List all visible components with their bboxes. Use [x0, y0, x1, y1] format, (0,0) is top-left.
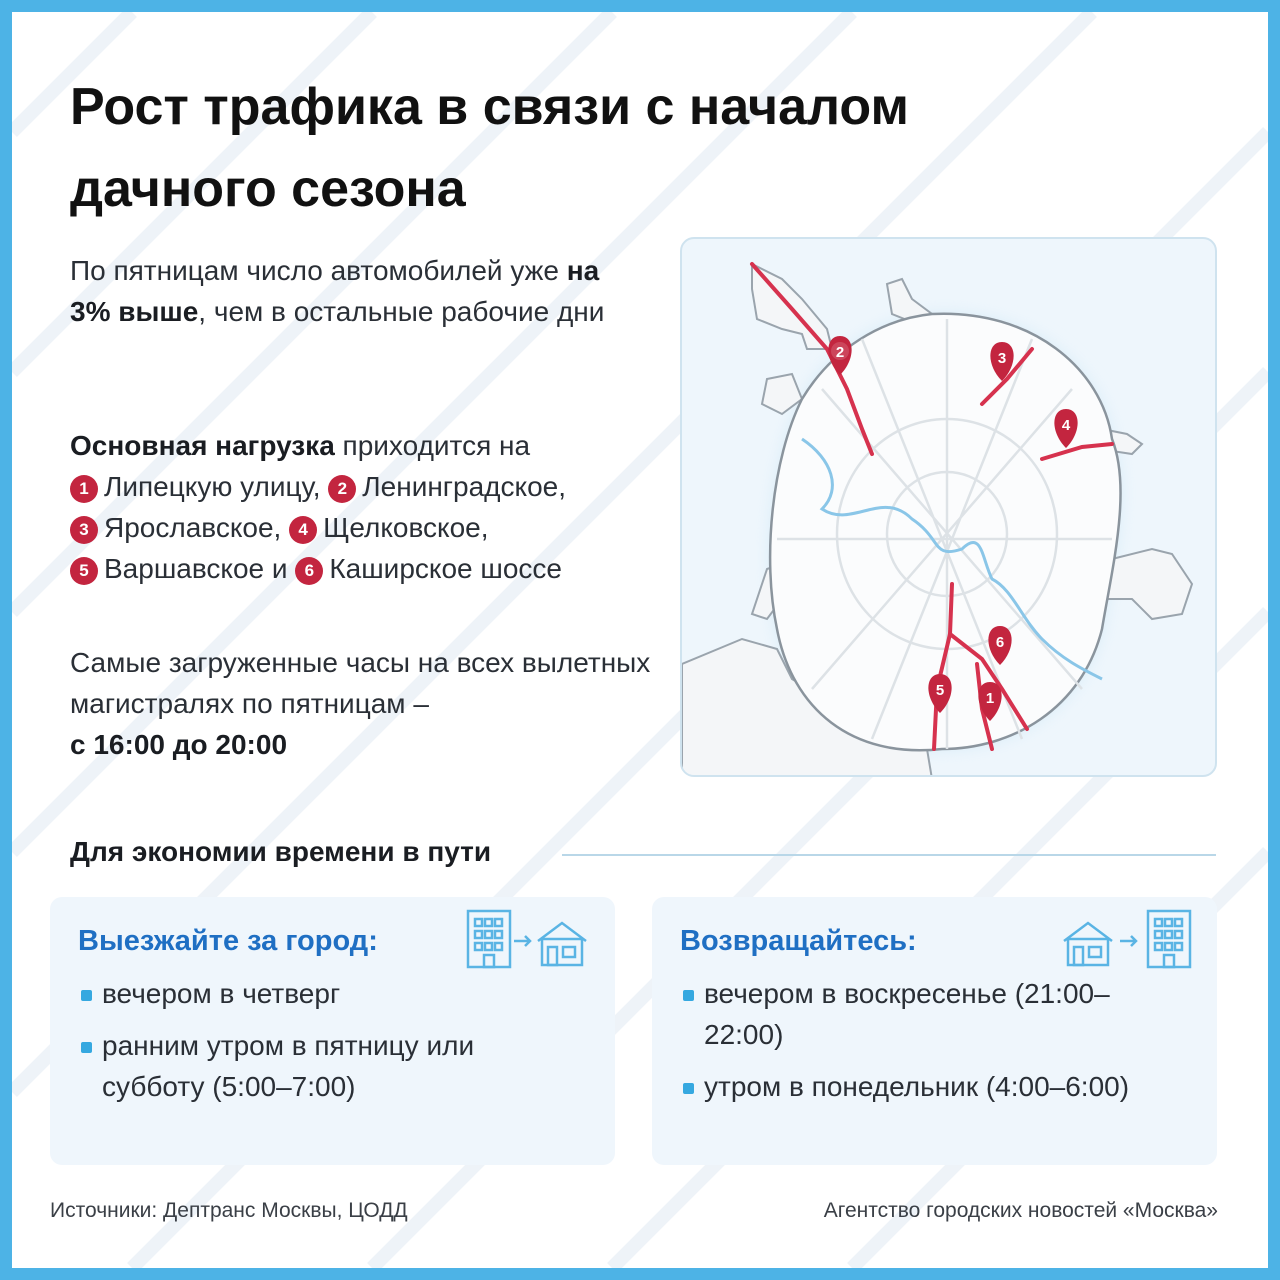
peak-highlight: с 16:00 до 20:00 — [70, 729, 288, 760]
map-marker-label: 6 — [995, 634, 1005, 651]
road-number-badge: 5 — [70, 557, 98, 585]
page-title: Рост трафика в связи с началом дачного сезона — [70, 78, 909, 218]
road-label: Ярославское, — [104, 512, 282, 543]
road-number-badge: 2 — [328, 475, 356, 503]
road-number-badge: 4 — [289, 516, 317, 544]
leave-list — [78, 973, 548, 1118]
load-highlight: Основная нагрузка — [70, 430, 335, 461]
peak-pre: Самые загруженные часы на всех вылетных магистралях по пятницам – — [70, 647, 651, 719]
city-to-house-icon — [462, 907, 597, 972]
road-label: Щелковское, — [323, 512, 489, 543]
map-drawing — [682, 239, 1217, 777]
road-label: Липецкую улицу, — [104, 471, 321, 502]
moscow-map — [680, 237, 1217, 777]
agency-credit: Агентство городских новостей «Москва» — [823, 1199, 1218, 1222]
section-divider — [562, 854, 1216, 856]
leave-city-panel — [50, 897, 615, 1165]
leave-title: Выезжайте за город: — [78, 925, 378, 957]
source-note: Источники: Дептранс Москвы, ЦОДД — [50, 1199, 408, 1222]
map-marker-label: 2 — [835, 344, 845, 361]
intro-text — [70, 250, 630, 332]
list-item: вечером в воскресенье (21:00–22:00) — [680, 973, 1150, 1055]
road-number-badge: 6 — [295, 557, 323, 585]
section-title: Для экономии времени в пути — [70, 836, 492, 867]
road-number-badge: 1 — [70, 475, 98, 503]
list-item: утром в понедельник (4:00–6:00) — [680, 1066, 1150, 1107]
map-marker-label: 5 — [935, 682, 945, 699]
list-item: ранним утром в пятницу или субботу (5:00–7:00) — [78, 1025, 548, 1107]
return-title: Возвращайтесь: — [680, 925, 917, 957]
road-label: Ленинградское, — [362, 471, 566, 502]
intro-pre: По пятницам число автомобилей уже — [70, 255, 567, 286]
return-city-panel — [652, 897, 1217, 1165]
house-to-city-icon — [1060, 907, 1200, 972]
peak-text — [70, 642, 670, 765]
load-text — [70, 425, 670, 589]
map-marker-label: 1 — [985, 690, 995, 707]
return-list — [680, 973, 1150, 1118]
load-post: приходится на — [334, 430, 531, 461]
map-marker-label: 4 — [1061, 417, 1071, 434]
road-label: Варшавское и — [104, 553, 288, 584]
intro-highlight: на 3% выше — [70, 255, 600, 327]
intro-post: , чем в остальные рабочие дни — [198, 296, 605, 327]
infographic-card — [12, 12, 1268, 1268]
road-label: Каширское шоссе — [329, 553, 562, 584]
list-item: вечером в четверг — [78, 973, 548, 1014]
map-marker-label: 3 — [997, 350, 1007, 367]
road-number-badge: 3 — [70, 516, 98, 544]
